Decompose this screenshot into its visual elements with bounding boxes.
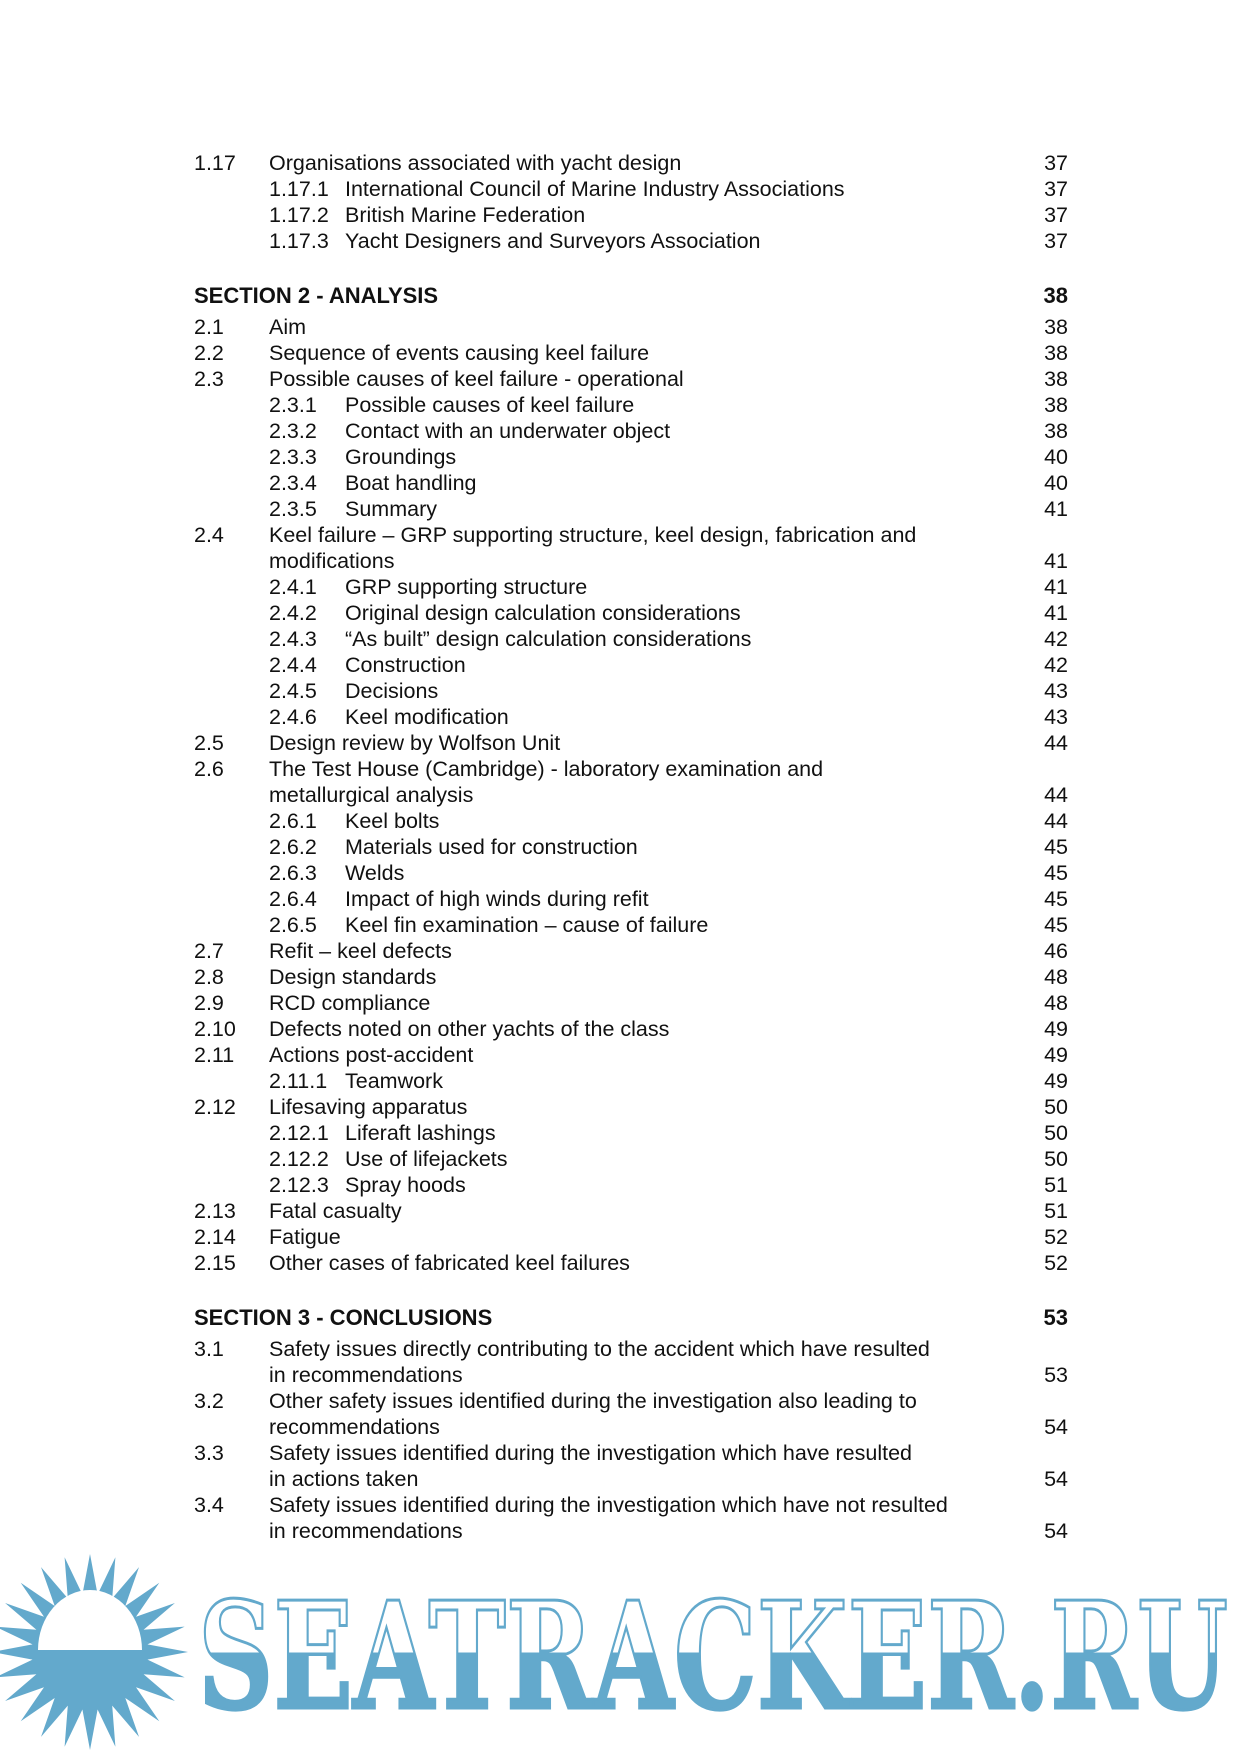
entry-title: Use of lifejackets	[345, 1147, 508, 1171]
entry-number: 2.6.5	[269, 913, 317, 937]
toc-entry	[194, 1440, 1068, 1466]
entry-title: Other cases of fabricated keel failures	[269, 1251, 630, 1275]
entry-title: The Test House (Cambridge) - laboratory examination and	[269, 757, 824, 781]
entry-number: 3.2	[194, 1389, 224, 1413]
entry-page: 40	[1044, 445, 1068, 469]
entry-page: 52	[1044, 1251, 1068, 1275]
entry-title: Contact with an underwater object	[345, 419, 671, 443]
toc-entry	[194, 834, 1068, 860]
entry-number: 2.12.3	[269, 1173, 329, 1197]
toc-entry	[194, 366, 1068, 392]
entry-title: Possible causes of keel failure - operational	[269, 367, 684, 391]
entry-number: 2.9	[194, 991, 224, 1015]
entry-page: 50	[1044, 1147, 1068, 1171]
entry-title: Lifesaving apparatus	[269, 1095, 468, 1119]
entry-page: 49	[1044, 1017, 1068, 1041]
entry-page: 50	[1044, 1095, 1068, 1119]
entry-number: 2.12	[194, 1095, 236, 1119]
toc-entry	[194, 496, 1068, 522]
entry-number: 2.10	[194, 1017, 236, 1041]
entry-number: 2.1	[194, 315, 224, 339]
table-of-contents	[194, 150, 1068, 1544]
entry-title-continued: modifications	[269, 549, 395, 573]
entry-title: Fatal casualty	[269, 1199, 402, 1223]
entry-title: Design review by Wolfson Unit	[269, 731, 561, 755]
toc-entry	[194, 1336, 1068, 1362]
toc-entry-continuation	[194, 782, 1068, 808]
entry-number: 2.4.2	[269, 601, 317, 625]
entry-title: Construction	[345, 653, 466, 677]
entry-page: 50	[1044, 1121, 1068, 1145]
entry-title: Materials used for construction	[345, 835, 638, 859]
entry-title: Keel fin examination – cause of failure	[345, 913, 709, 937]
entry-number: 1.17.2	[269, 203, 329, 227]
toc-entry	[194, 730, 1068, 756]
entry-title: Safety issues directly contributing to the accident which have resulted	[269, 1337, 930, 1361]
entry-page: 49	[1044, 1043, 1068, 1067]
entry-number: 2.4.3	[269, 627, 317, 651]
entry-number: 2.12.1	[269, 1121, 329, 1145]
entry-number: 2.12.2	[269, 1147, 329, 1171]
entry-number: 2.3.2	[269, 419, 317, 443]
entry-page: 41	[1044, 575, 1068, 599]
entry-title-continued: in recommendations	[269, 1363, 463, 1387]
entry-page: 52	[1044, 1225, 1068, 1249]
entry-number: 2.7	[194, 939, 224, 963]
toc-entry	[194, 1198, 1068, 1224]
toc-entry	[194, 652, 1068, 678]
entry-page: 42	[1044, 627, 1068, 651]
toc-entry	[194, 418, 1068, 444]
entry-number: 2.6	[194, 757, 224, 781]
toc-entry	[194, 470, 1068, 496]
entry-title: Keel modification	[345, 705, 509, 729]
toc-entry	[194, 938, 1068, 964]
entry-page: 44	[1044, 809, 1068, 833]
entry-title: Keel bolts	[345, 809, 440, 833]
entry-number: 3.4	[194, 1493, 224, 1517]
toc-entry	[194, 626, 1068, 652]
entry-number: 2.11.1	[269, 1069, 328, 1093]
entry-page: 53	[1044, 1363, 1068, 1387]
entry-number: 2.6.1	[269, 809, 317, 833]
entry-number: 2.3.1	[269, 393, 317, 417]
toc-entry	[194, 176, 1068, 202]
entry-page: 38	[1044, 315, 1068, 339]
entry-number: 2.3.4	[269, 471, 317, 495]
toc-entry	[194, 678, 1068, 704]
entry-title: SECTION 2 - ANALYSIS	[194, 283, 439, 308]
entry-title: Sequence of events causing keel failure	[269, 341, 650, 365]
entry-title: Boat handling	[345, 471, 477, 495]
toc-entry-continuation	[194, 1414, 1068, 1440]
entry-page: 44	[1044, 783, 1068, 807]
entry-number: 2.5	[194, 731, 224, 755]
toc-entry	[194, 886, 1068, 912]
entry-number: 2.11	[194, 1043, 235, 1067]
entry-number: 3.1	[194, 1337, 224, 1361]
sun-rays	[0, 1554, 188, 1750]
entry-number: 2.13	[194, 1199, 236, 1223]
entry-page: 41	[1044, 549, 1068, 573]
entry-number: 2.8	[194, 965, 224, 989]
toc-entry	[194, 808, 1068, 834]
entry-title: Spray hoods	[345, 1173, 466, 1197]
entry-number: 2.3.3	[269, 445, 317, 469]
toc-entry	[194, 1042, 1068, 1068]
entry-page: 37	[1044, 151, 1068, 175]
entry-title: Yacht Designers and Surveyors Association	[345, 229, 761, 253]
toc-entry	[194, 1146, 1068, 1172]
entry-title: “As built” design calculation considerations	[345, 627, 752, 651]
entry-page: 37	[1044, 177, 1068, 201]
watermark-text: SEATRACKER.RU	[198, 1569, 1228, 1743]
entry-page: 43	[1044, 679, 1068, 703]
entry-page: 48	[1044, 991, 1068, 1015]
toc-entry	[194, 1094, 1068, 1120]
entry-page: 49	[1044, 1069, 1068, 1093]
entry-title: Aim	[269, 315, 307, 339]
entry-title: Fatigue	[269, 1225, 341, 1249]
toc-entry	[194, 150, 1068, 176]
entry-title: International Council of Marine Industry Associations	[345, 177, 845, 201]
entry-title: Safety issues identified during the investigation which have resulted	[269, 1441, 912, 1465]
toc-entry	[194, 522, 1068, 548]
toc-entry	[194, 964, 1068, 990]
entry-title: GRP supporting structure	[345, 575, 588, 599]
entry-title: Possible causes of keel failure	[345, 393, 635, 417]
entry-number: 2.4.5	[269, 679, 317, 703]
entry-title: Liferaft lashings	[345, 1121, 496, 1145]
toc-entry	[194, 1068, 1068, 1094]
entry-number: 2.4.4	[269, 653, 317, 677]
toc-entry-continuation	[194, 1518, 1068, 1544]
entry-page: 54	[1044, 1519, 1068, 1543]
entry-title: Organisations associated with yacht design	[269, 151, 682, 175]
toc-entry	[194, 392, 1068, 418]
entry-title-continued: metallurgical analysis	[269, 783, 474, 807]
entry-page: 38	[1044, 367, 1068, 391]
entry-title: Summary	[345, 497, 437, 521]
entry-page: 38	[1044, 341, 1068, 365]
entry-number: 2.6.2	[269, 835, 317, 859]
sun-dome	[38, 1590, 142, 1650]
entry-title: Impact of high winds during refit	[345, 887, 649, 911]
toc-entry-continuation	[194, 548, 1068, 574]
toc-entry	[194, 1250, 1068, 1276]
entry-number: 2.3	[194, 367, 224, 391]
toc-entry	[194, 756, 1068, 782]
entry-title-continued: in recommendations	[269, 1519, 463, 1543]
entry-number: 2.6.4	[269, 887, 317, 911]
entry-number: 2.2	[194, 341, 224, 365]
entry-title: Safety issues identified during the investigation which have not resulted	[269, 1493, 948, 1517]
entry-page: 51	[1044, 1199, 1068, 1223]
toc-entry	[194, 444, 1068, 470]
toc-entry	[194, 1016, 1068, 1042]
entry-number: 2.6.3	[269, 861, 317, 885]
toc-entry	[194, 314, 1068, 340]
toc-entry	[194, 912, 1068, 938]
toc-entry	[194, 990, 1068, 1016]
toc-entry	[194, 340, 1068, 366]
entry-title: SECTION 3 - CONCLUSIONS	[194, 1305, 493, 1330]
entry-title: RCD compliance	[269, 991, 431, 1015]
toc-entry	[194, 228, 1068, 254]
entry-page: 38	[1044, 419, 1068, 443]
entry-title: Teamwork	[345, 1069, 443, 1093]
toc-entry	[194, 202, 1068, 228]
entry-page: 38	[1044, 393, 1068, 417]
entry-page: 53	[1043, 1305, 1068, 1330]
toc-entry	[194, 574, 1068, 600]
toc-entry	[194, 1492, 1068, 1518]
entry-number: 2.4.1	[269, 575, 317, 599]
entry-page: 42	[1044, 653, 1068, 677]
entry-title: Other safety issues identified during the investigation also leading to	[269, 1389, 917, 1413]
seatracker-watermark	[0, 1540, 1240, 1754]
entry-title: Groundings	[345, 445, 457, 469]
entry-page: 54	[1044, 1415, 1068, 1439]
toc-entry	[194, 1224, 1068, 1250]
entry-page: 38	[1043, 283, 1068, 308]
entry-title: Refit – keel defects	[269, 939, 452, 963]
entry-title: Welds	[345, 861, 405, 885]
entry-page: 45	[1044, 861, 1068, 885]
entry-title: British Marine Federation	[345, 203, 586, 227]
toc-entry	[194, 600, 1068, 626]
entry-page: 41	[1044, 497, 1068, 521]
entry-page: 43	[1044, 705, 1068, 729]
entry-title: Actions post-accident	[269, 1043, 474, 1067]
entry-title: Keel failure – GRP supporting structure, keel design, fabrication and	[269, 523, 917, 547]
entry-title: Design standards	[269, 965, 437, 989]
toc-entry	[194, 704, 1068, 730]
toc-entry-continuation	[194, 1362, 1068, 1388]
entry-page: 51	[1044, 1173, 1068, 1197]
entry-page: 37	[1044, 203, 1068, 227]
toc-entry	[194, 860, 1068, 886]
entry-number: 2.14	[194, 1225, 236, 1249]
entry-title: Decisions	[345, 679, 439, 703]
entry-page: 45	[1044, 835, 1068, 859]
entry-number: 2.4	[194, 523, 224, 547]
entry-title-continued: in actions taken	[269, 1467, 419, 1491]
entry-page: 46	[1044, 939, 1068, 963]
entry-number: 1.17.3	[269, 229, 329, 253]
section-heading	[194, 278, 1068, 314]
entry-title: Defects noted on other yachts of the class	[269, 1017, 670, 1041]
entry-page: 45	[1044, 913, 1068, 937]
entry-number: 2.15	[194, 1251, 236, 1275]
entry-page: 40	[1044, 471, 1068, 495]
entry-page: 45	[1044, 887, 1068, 911]
entry-number: 2.3.5	[269, 497, 317, 521]
entry-page: 48	[1044, 965, 1068, 989]
entry-page: 41	[1044, 601, 1068, 625]
section-heading	[194, 1300, 1068, 1336]
entry-page: 54	[1044, 1467, 1068, 1491]
entry-title: Original design calculation considerations	[345, 601, 741, 625]
entry-number: 3.3	[194, 1441, 224, 1465]
entry-title-continued: recommendations	[269, 1415, 440, 1439]
toc-entry	[194, 1388, 1068, 1414]
entry-page: 44	[1044, 731, 1068, 755]
toc-entry	[194, 1172, 1068, 1198]
toc-entry-continuation	[194, 1466, 1068, 1492]
entry-page: 37	[1044, 229, 1068, 253]
entry-number: 1.17.1	[269, 177, 329, 201]
sun-logo-icon	[0, 1554, 188, 1750]
entry-number: 1.17	[194, 151, 236, 175]
toc-entry	[194, 1120, 1068, 1146]
entry-number: 2.4.6	[269, 705, 317, 729]
